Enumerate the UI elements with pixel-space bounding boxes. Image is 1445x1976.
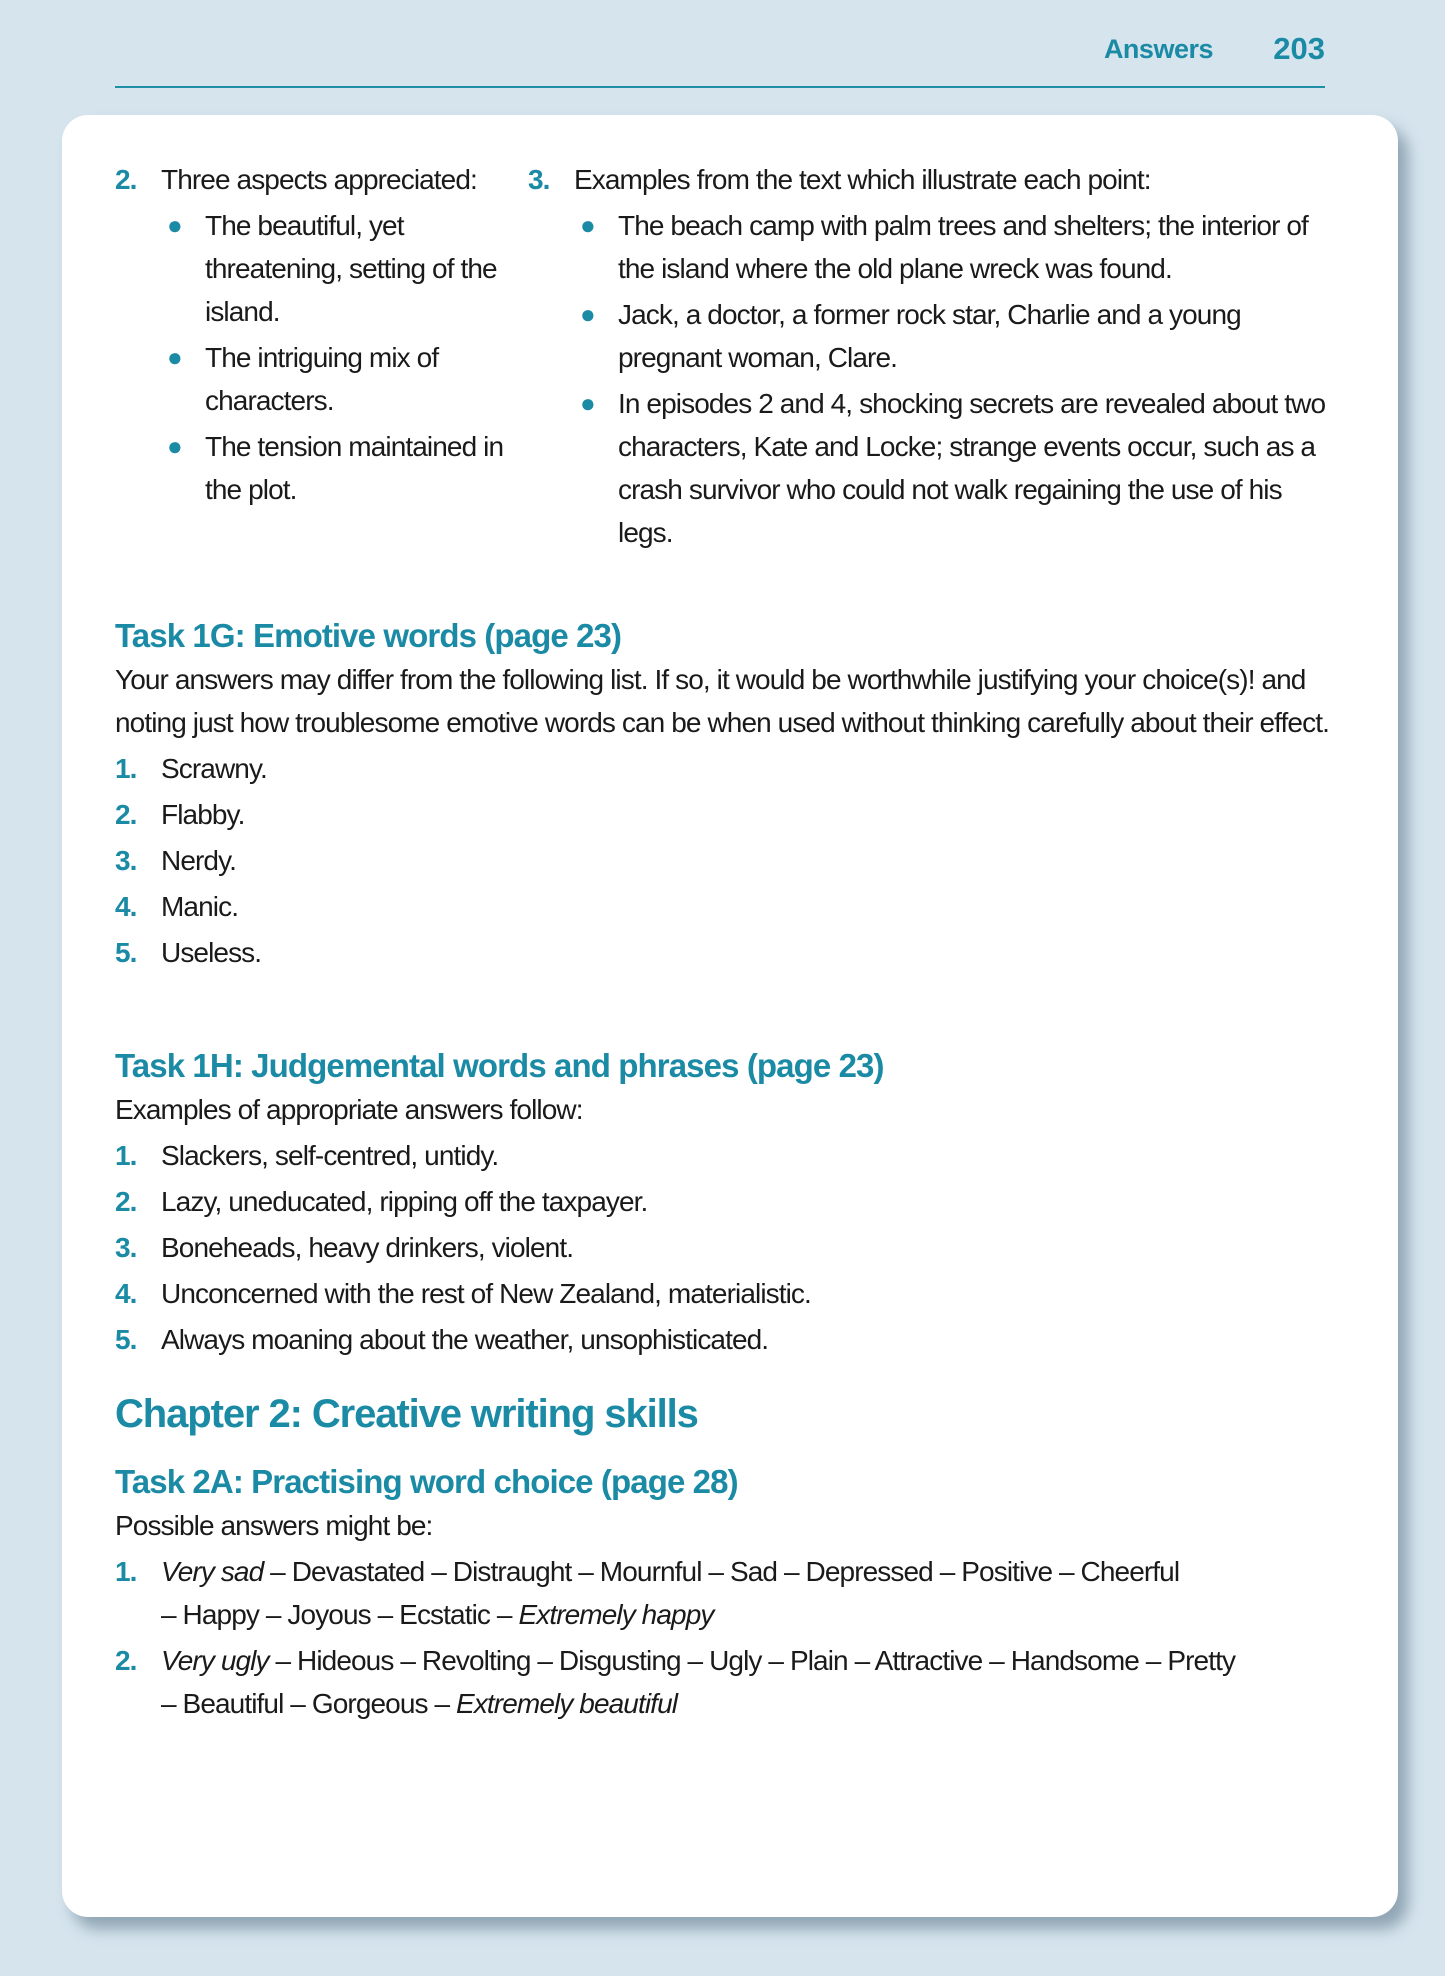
list-number: 3.	[115, 1232, 137, 1263]
list-text: Always moaning about the weather, unsophisticated.	[161, 1324, 769, 1355]
task-2a-intro: Possible answers might be:	[115, 1510, 433, 1541]
bullet-text: The beautiful, yet threatening, setting of the island.	[205, 210, 497, 327]
answer-3-intro-row	[528, 158, 1328, 201]
word-scale-line-1	[161, 1639, 1355, 1682]
bullet-icon: ●	[167, 210, 182, 240]
list-item	[115, 1226, 1335, 1269]
task-1g-heading: Task 1G: Emotive words (page 23)	[115, 617, 622, 654]
list-item	[115, 839, 1335, 882]
bullet-icon: ●	[580, 210, 595, 240]
list-number: 5.	[115, 1324, 137, 1355]
list-number: 2.	[115, 799, 137, 830]
word-scale-line-1	[161, 1550, 1355, 1593]
list-number: 3.	[115, 845, 137, 876]
list-item	[115, 1180, 1335, 1223]
answer-2-intro-row	[115, 158, 515, 201]
bullet-icon: ●	[580, 299, 595, 329]
scale-words: – Beautiful – Gorgeous –	[161, 1688, 457, 1719]
list-text: Flabby.	[161, 799, 245, 830]
bullet-text: In episodes 2 and 4, shocking secrets are revealed about two characters, Kate and Locke; strange events occur, such as a crash survivor who could not walk regaining the use of his legs.	[618, 388, 1326, 548]
bullet-icon: ●	[580, 388, 595, 418]
task-1h-section	[115, 1044, 1335, 1361]
list-number: 1.	[115, 1140, 137, 1171]
scale-words: – Happy – Joyous – Ecstatic –	[161, 1599, 519, 1630]
list-item	[115, 1272, 1335, 1315]
list-item	[115, 747, 1335, 790]
task-1g-section	[115, 614, 1335, 974]
list-number: 1.	[115, 1556, 137, 1587]
list-item	[115, 1318, 1335, 1361]
page-number: 203	[1273, 31, 1325, 66]
bullet-text: The beach camp with palm trees and shelters; the interior of the island where the old plane wreck was found.	[618, 210, 1308, 284]
list-item	[115, 204, 515, 333]
list-text: Slackers, self-centred, untidy.	[161, 1140, 499, 1171]
list-item	[528, 382, 1328, 554]
task-1h-heading: Task 1H: Judgemental words and phrases (page 23)	[115, 1047, 884, 1084]
bullet-text: The tension maintained in the plot.	[205, 431, 504, 505]
bullet-icon: ●	[167, 342, 182, 372]
word-scale-line-2	[161, 1593, 1355, 1636]
scale-end: Extremely happy	[518, 1599, 714, 1630]
list-text: Lazy, uneducated, ripping off the taxpayer.	[161, 1186, 648, 1217]
list-item	[115, 336, 515, 422]
task-1h-intro: Examples of appropriate answers follow:	[115, 1094, 583, 1125]
list-item	[115, 1550, 1355, 1636]
list-item	[115, 885, 1335, 928]
list-number: 1.	[115, 753, 137, 784]
answer-3-block	[528, 158, 1328, 554]
list-text: Manic.	[161, 891, 239, 922]
list-item	[528, 293, 1328, 379]
list-number: 2.	[115, 1186, 137, 1217]
running-head-section: Answers	[1103, 34, 1213, 64]
list-item	[115, 1134, 1335, 1177]
list-number: 2.	[115, 164, 137, 195]
bullet-icon: ●	[167, 431, 182, 461]
list-item	[115, 931, 1335, 974]
list-number: 3.	[528, 164, 550, 195]
list-item	[115, 1639, 1355, 1725]
task-2a-section	[115, 1460, 1355, 1725]
bullet-text: The intriguing mix of characters.	[205, 342, 439, 416]
list-text: Nerdy.	[161, 845, 236, 876]
scale-words: – Devastated – Distraught – Mournful – Sad – Depressed – Positive – Cheerful	[263, 1556, 1180, 1587]
list-number: 4.	[115, 1278, 137, 1309]
scale-start: Very ugly	[161, 1645, 269, 1676]
list-item	[115, 425, 515, 511]
task-2a-heading: Task 2A: Practising word choice (page 28)	[115, 1463, 738, 1500]
list-text: Scrawny.	[161, 753, 267, 784]
list-number: 4.	[115, 891, 137, 922]
list-text: Useless.	[161, 937, 262, 968]
list-text: Unconcerned with the rest of New Zealand, materialistic.	[161, 1278, 811, 1309]
scale-words: – Hideous – Revolting – Disgusting – Ugly – Plain – Attractive – Handsome – Pretty	[268, 1645, 1236, 1676]
word-scale-line-2	[161, 1682, 1355, 1725]
answer-2-block	[115, 158, 515, 511]
chapter-2-heading: Chapter 2: Creative writing skills	[115, 1392, 698, 1436]
list-item	[528, 204, 1328, 290]
page-header	[115, 28, 1325, 88]
bullet-text: Jack, a doctor, a former rock star, Charlie and a young pregnant woman, Clare.	[618, 299, 1241, 373]
answer-2-intro: Three aspects appreciated:	[161, 164, 477, 195]
scale-end: Extremely beautiful	[456, 1688, 678, 1719]
list-text: Boneheads, heavy drinkers, violent.	[161, 1232, 574, 1263]
list-number: 2.	[115, 1645, 137, 1676]
scale-start: Very sad	[161, 1556, 264, 1587]
list-item	[115, 793, 1335, 836]
answer-3-intro: Examples from the text which illustrate each point:	[574, 164, 1151, 195]
list-number: 5.	[115, 937, 137, 968]
task-1g-intro: Your answers may differ from the following list. If so, it would be worthwhile justifying your choice(s)! and noting just how troublesome emotive words can be when used without thinking carefully about their effect.	[115, 664, 1329, 738]
